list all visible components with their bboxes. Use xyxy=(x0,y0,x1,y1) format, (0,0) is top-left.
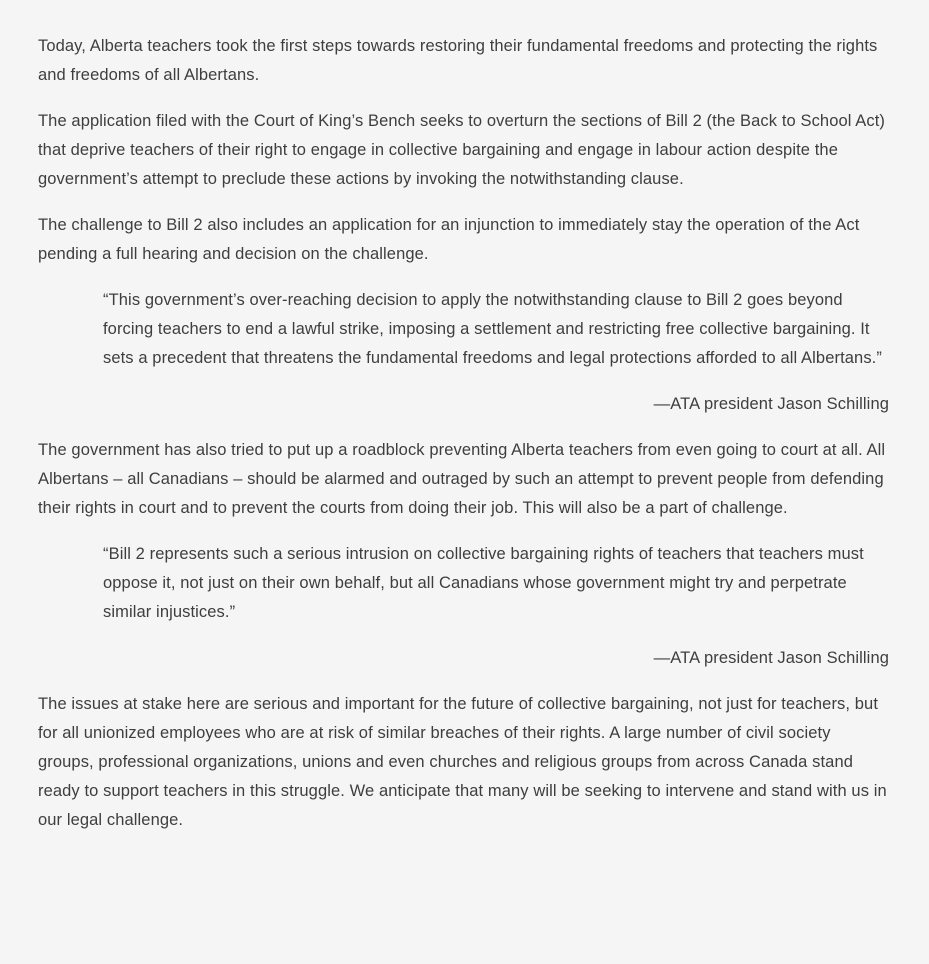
blockquote-intrusion: “Bill 2 represents such a serious intrusion on collective bargaining rights of teachers that teachers must oppose it, not just on their own behalf, but all Canadians whose government might try and perpetrate similar injustices.” xyxy=(103,545,864,621)
paragraph-injunction: The challenge to Bill 2 also includes an application for an injunction to immediately stay the operation of the Act pending a full hearing and decision on the challenge. xyxy=(38,216,860,263)
paragraph-court-application: The application filed with the Court of King’s Bench seeks to overturn the sections of Bill 2 (the Back to School Act) that deprive teachers of their right to engage in collective bargaining and engage in labour action despite the government’s attempt to preclude these actions by invoking the notwithstanding clause. xyxy=(38,112,886,188)
quote-attribution-1: —ATA president Jason Schilling xyxy=(653,395,889,413)
paragraph-issues-at-stake: The issues at stake here are serious and important for the future of collective bargaining, not just for teachers, but for all unionized employees who are at risk of similar breaches of their rights. A large number of civil society groups, professional organizations, unions and even churches and religious groups from across Canada stand ready to support teachers in this struggle. We anticipate that many will be seeking to intervene and stand with us in our legal challenge. xyxy=(38,695,887,829)
paragraph-intro: Today, Alberta teachers took the first steps towards restoring their fundamental freedoms and protecting the rights and freedoms of all Albertans. xyxy=(38,37,878,84)
quote-attribution-2: —ATA president Jason Schilling xyxy=(653,649,889,667)
blockquote-notwithstanding: “This government’s over-reaching decision to apply the notwithstanding clause to Bill 2 goes beyond forcing teachers to end a lawful strike, imposing a settlement and restricting free collective bargaining. It sets a precedent that threatens the fundamental freedoms and legal protections afforded to all Albertans.” xyxy=(103,291,882,367)
paragraph-roadblock: The government has also tried to put up a roadblock preventing Alberta teachers from even going to court at all. All Albertans – all Canadians – should be alarmed and outraged by such an attempt to prevent people from defending their rights in court and to prevent the courts from doing their job. This will also be a part of challenge. xyxy=(38,441,886,517)
